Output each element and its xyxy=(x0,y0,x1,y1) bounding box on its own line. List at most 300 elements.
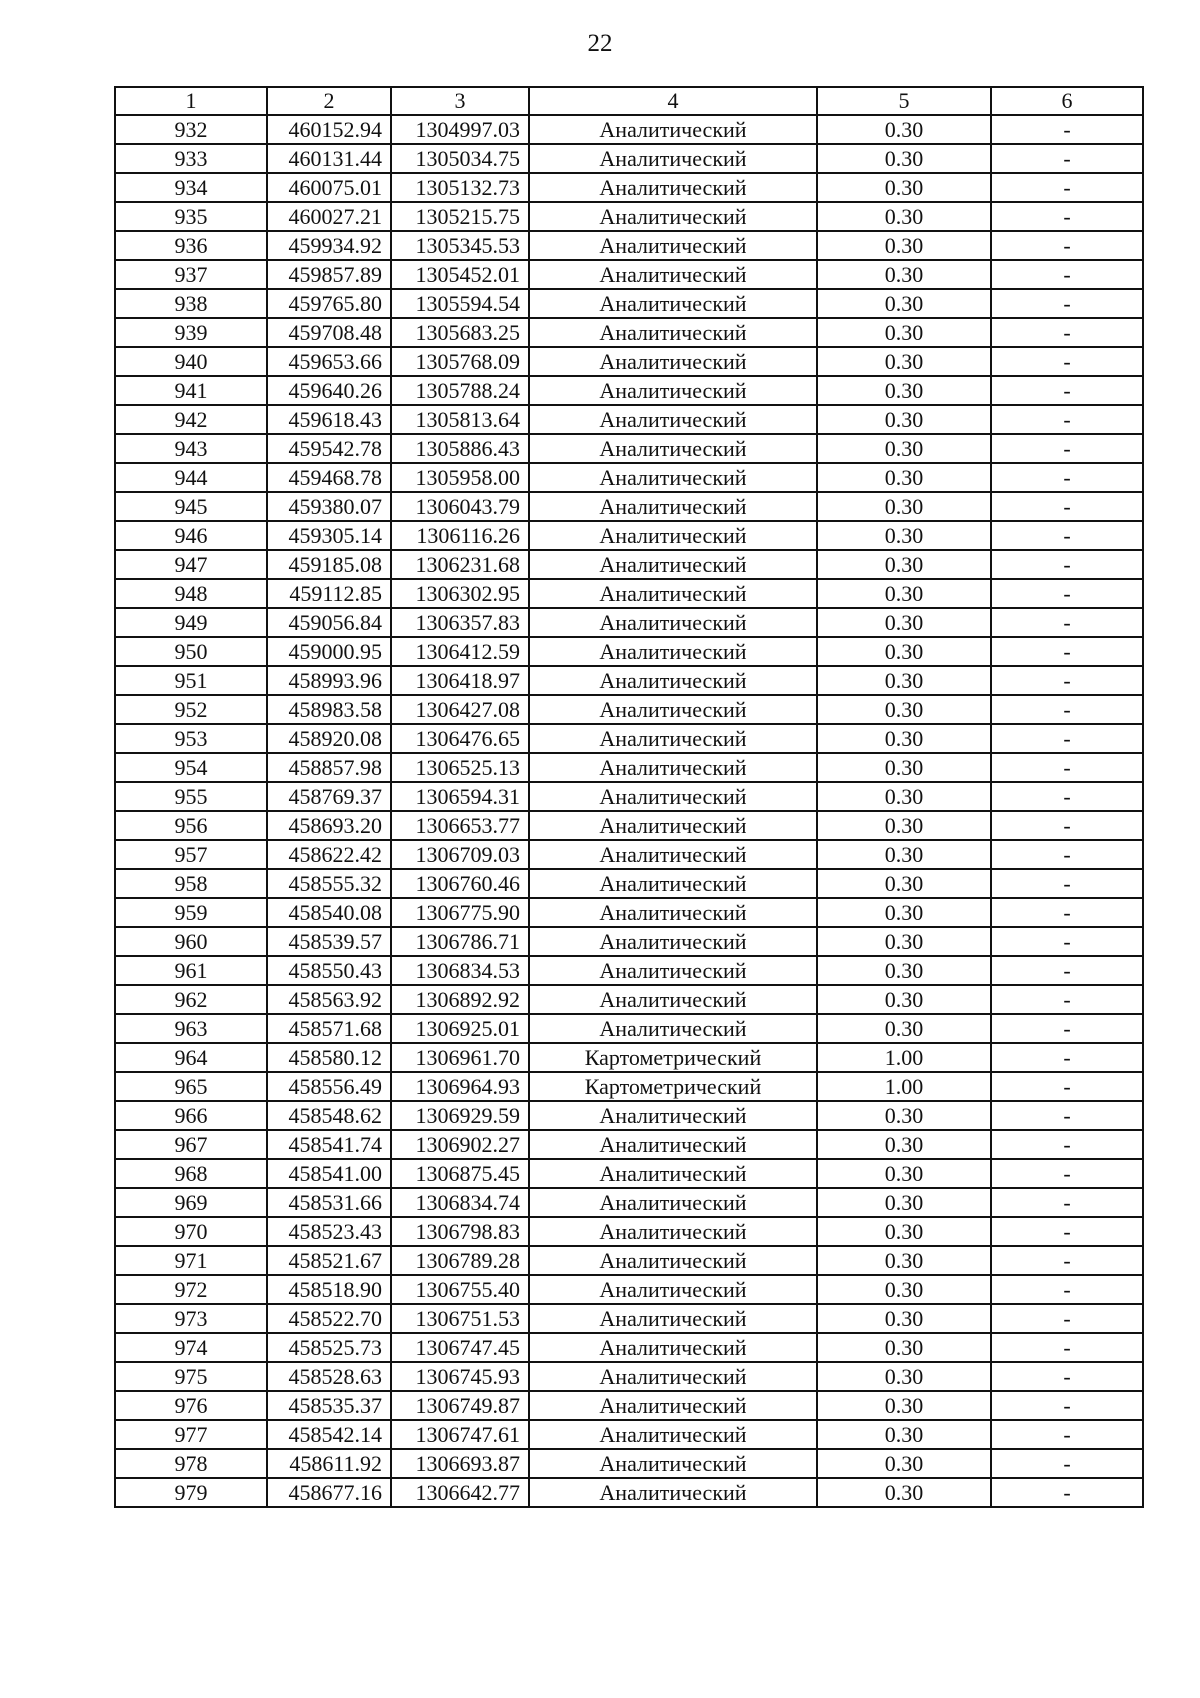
table-row xyxy=(115,898,1143,927)
point-number-cell: 974 xyxy=(115,1333,267,1362)
x-coordinate-cell: 459708.48 xyxy=(267,318,391,347)
point-number-cell: 947 xyxy=(115,550,267,579)
table-row xyxy=(115,289,1143,318)
accuracy-cell: 0.30 xyxy=(817,579,991,608)
note-cell: - xyxy=(991,579,1143,608)
x-coordinate-cell: 458539.57 xyxy=(267,927,391,956)
note-cell: - xyxy=(991,144,1143,173)
note-cell: - xyxy=(991,782,1143,811)
y-coordinate-cell: 1306834.74 xyxy=(391,1188,529,1217)
note-cell: - xyxy=(991,463,1143,492)
x-coordinate-cell: 458857.98 xyxy=(267,753,391,782)
table-row xyxy=(115,1304,1143,1333)
table-header-row xyxy=(115,87,1143,115)
method-cell: Аналитический xyxy=(529,231,817,260)
y-coordinate-cell: 1306302.95 xyxy=(391,579,529,608)
y-coordinate-cell: 1305215.75 xyxy=(391,202,529,231)
point-number-cell: 935 xyxy=(115,202,267,231)
point-number-cell: 954 xyxy=(115,753,267,782)
table-row xyxy=(115,637,1143,666)
accuracy-cell: 0.30 xyxy=(817,637,991,666)
y-coordinate-cell: 1306755.40 xyxy=(391,1275,529,1304)
method-cell: Аналитический xyxy=(529,898,817,927)
method-cell: Аналитический xyxy=(529,260,817,289)
accuracy-cell: 0.30 xyxy=(817,753,991,782)
table-row xyxy=(115,1188,1143,1217)
method-cell: Картометрический xyxy=(529,1043,817,1072)
x-coordinate-cell: 458622.42 xyxy=(267,840,391,869)
note-cell: - xyxy=(991,260,1143,289)
method-cell: Аналитический xyxy=(529,1130,817,1159)
x-coordinate-cell: 458580.12 xyxy=(267,1043,391,1072)
method-cell: Аналитический xyxy=(529,840,817,869)
method-cell: Аналитический xyxy=(529,347,817,376)
note-cell: - xyxy=(991,492,1143,521)
accuracy-cell: 0.30 xyxy=(817,1333,991,1362)
point-number-cell: 953 xyxy=(115,724,267,753)
x-coordinate-cell: 458540.08 xyxy=(267,898,391,927)
point-number-cell: 944 xyxy=(115,463,267,492)
point-number-cell: 972 xyxy=(115,1275,267,1304)
point-number-cell: 977 xyxy=(115,1420,267,1449)
point-number-cell: 960 xyxy=(115,927,267,956)
point-number-cell: 933 xyxy=(115,144,267,173)
accuracy-cell: 0.30 xyxy=(817,782,991,811)
y-coordinate-cell: 1306798.83 xyxy=(391,1217,529,1246)
point-number-cell: 940 xyxy=(115,347,267,376)
accuracy-cell: 0.30 xyxy=(817,289,991,318)
table-row xyxy=(115,579,1143,608)
table-row xyxy=(115,1043,1143,1072)
method-cell: Аналитический xyxy=(529,1478,817,1507)
method-cell: Аналитический xyxy=(529,956,817,985)
column-header: 3 xyxy=(391,87,529,115)
method-cell: Аналитический xyxy=(529,579,817,608)
point-number-cell: 968 xyxy=(115,1159,267,1188)
y-coordinate-cell: 1306043.79 xyxy=(391,492,529,521)
table-row xyxy=(115,1130,1143,1159)
method-cell: Аналитический xyxy=(529,1333,817,1362)
x-coordinate-cell: 459185.08 xyxy=(267,550,391,579)
method-cell: Аналитический xyxy=(529,1159,817,1188)
accuracy-cell: 0.30 xyxy=(817,144,991,173)
x-coordinate-cell: 458550.43 xyxy=(267,956,391,985)
table-row xyxy=(115,144,1143,173)
note-cell: - xyxy=(991,869,1143,898)
y-coordinate-cell: 1306749.87 xyxy=(391,1391,529,1420)
point-number-cell: 936 xyxy=(115,231,267,260)
accuracy-cell: 0.30 xyxy=(817,724,991,753)
y-coordinate-cell: 1306902.27 xyxy=(391,1130,529,1159)
note-cell: - xyxy=(991,202,1143,231)
table-row xyxy=(115,1246,1143,1275)
y-coordinate-cell: 1305958.00 xyxy=(391,463,529,492)
x-coordinate-cell: 458522.70 xyxy=(267,1304,391,1333)
x-coordinate-cell: 459112.85 xyxy=(267,579,391,608)
method-cell: Аналитический xyxy=(529,608,817,637)
method-cell: Аналитический xyxy=(529,1246,817,1275)
x-coordinate-cell: 458677.16 xyxy=(267,1478,391,1507)
x-coordinate-cell: 459000.95 xyxy=(267,637,391,666)
method-cell: Аналитический xyxy=(529,782,817,811)
method-cell: Картометрический xyxy=(529,1072,817,1101)
y-coordinate-cell: 1306427.08 xyxy=(391,695,529,724)
method-cell: Аналитический xyxy=(529,1188,817,1217)
method-cell: Аналитический xyxy=(529,1304,817,1333)
table-row xyxy=(115,521,1143,550)
table-row xyxy=(115,1159,1143,1188)
method-cell: Аналитический xyxy=(529,1275,817,1304)
note-cell: - xyxy=(991,1043,1143,1072)
table-row xyxy=(115,666,1143,695)
table-row xyxy=(115,1275,1143,1304)
method-cell: Аналитический xyxy=(529,1362,817,1391)
accuracy-cell: 0.30 xyxy=(817,260,991,289)
y-coordinate-cell: 1306525.13 xyxy=(391,753,529,782)
y-coordinate-cell: 1306760.46 xyxy=(391,869,529,898)
table-row xyxy=(115,724,1143,753)
method-cell: Аналитический xyxy=(529,1449,817,1478)
x-coordinate-cell: 458555.32 xyxy=(267,869,391,898)
accuracy-cell: 0.30 xyxy=(817,1101,991,1130)
accuracy-cell: 0.30 xyxy=(817,1014,991,1043)
table-body xyxy=(115,115,1143,1507)
note-cell: - xyxy=(991,608,1143,637)
method-cell: Аналитический xyxy=(529,318,817,347)
accuracy-cell: 0.30 xyxy=(817,898,991,927)
accuracy-cell: 1.00 xyxy=(817,1072,991,1101)
x-coordinate-cell: 458993.96 xyxy=(267,666,391,695)
y-coordinate-cell: 1306709.03 xyxy=(391,840,529,869)
y-coordinate-cell: 1305345.53 xyxy=(391,231,529,260)
method-cell: Аналитический xyxy=(529,434,817,463)
y-coordinate-cell: 1306929.59 xyxy=(391,1101,529,1130)
point-number-cell: 978 xyxy=(115,1449,267,1478)
note-cell: - xyxy=(991,1362,1143,1391)
method-cell: Аналитический xyxy=(529,492,817,521)
accuracy-cell: 0.30 xyxy=(817,985,991,1014)
y-coordinate-cell: 1306875.45 xyxy=(391,1159,529,1188)
table-row xyxy=(115,811,1143,840)
x-coordinate-cell: 459056.84 xyxy=(267,608,391,637)
method-cell: Аналитический xyxy=(529,1101,817,1130)
y-coordinate-cell: 1306775.90 xyxy=(391,898,529,927)
column-header: 2 xyxy=(267,87,391,115)
note-cell: - xyxy=(991,1275,1143,1304)
method-cell: Аналитический xyxy=(529,724,817,753)
y-coordinate-cell: 1306961.70 xyxy=(391,1043,529,1072)
accuracy-cell: 0.30 xyxy=(817,1304,991,1333)
note-cell: - xyxy=(991,1217,1143,1246)
x-coordinate-cell: 460027.21 xyxy=(267,202,391,231)
table-row xyxy=(115,173,1143,202)
y-coordinate-cell: 1306412.59 xyxy=(391,637,529,666)
point-number-cell: 937 xyxy=(115,260,267,289)
accuracy-cell: 0.30 xyxy=(817,376,991,405)
point-number-cell: 957 xyxy=(115,840,267,869)
method-cell: Аналитический xyxy=(529,637,817,666)
point-number-cell: 949 xyxy=(115,608,267,637)
note-cell: - xyxy=(991,1304,1143,1333)
point-number-cell: 975 xyxy=(115,1362,267,1391)
x-coordinate-cell: 459857.89 xyxy=(267,260,391,289)
method-cell: Аналитический xyxy=(529,550,817,579)
point-number-cell: 950 xyxy=(115,637,267,666)
table-row xyxy=(115,434,1143,463)
x-coordinate-cell: 458528.63 xyxy=(267,1362,391,1391)
accuracy-cell: 0.30 xyxy=(817,1420,991,1449)
accuracy-cell: 0.30 xyxy=(817,1246,991,1275)
table-row xyxy=(115,840,1143,869)
accuracy-cell: 0.30 xyxy=(817,1275,991,1304)
note-cell: - xyxy=(991,173,1143,202)
accuracy-cell: 0.30 xyxy=(817,405,991,434)
y-coordinate-cell: 1306745.93 xyxy=(391,1362,529,1391)
x-coordinate-cell: 458571.68 xyxy=(267,1014,391,1043)
accuracy-cell: 0.30 xyxy=(817,492,991,521)
y-coordinate-cell: 1305034.75 xyxy=(391,144,529,173)
note-cell: - xyxy=(991,1420,1143,1449)
page-number: 22 xyxy=(587,30,613,57)
note-cell: - xyxy=(991,1130,1143,1159)
method-cell: Аналитический xyxy=(529,115,817,144)
point-number-cell: 966 xyxy=(115,1101,267,1130)
point-number-cell: 939 xyxy=(115,318,267,347)
table-row xyxy=(115,753,1143,782)
y-coordinate-cell: 1306653.77 xyxy=(391,811,529,840)
accuracy-cell: 0.30 xyxy=(817,1478,991,1507)
accuracy-cell: 0.30 xyxy=(817,1362,991,1391)
y-coordinate-cell: 1306476.65 xyxy=(391,724,529,753)
point-number-cell: 959 xyxy=(115,898,267,927)
point-number-cell: 942 xyxy=(115,405,267,434)
note-cell: - xyxy=(991,956,1143,985)
point-number-cell: 962 xyxy=(115,985,267,1014)
y-coordinate-cell: 1305683.25 xyxy=(391,318,529,347)
accuracy-cell: 0.30 xyxy=(817,521,991,550)
accuracy-cell: 0.30 xyxy=(817,840,991,869)
column-header: 6 xyxy=(991,87,1143,115)
x-coordinate-cell: 458525.73 xyxy=(267,1333,391,1362)
y-coordinate-cell: 1306357.83 xyxy=(391,608,529,637)
note-cell: - xyxy=(991,985,1143,1014)
x-coordinate-cell: 459640.26 xyxy=(267,376,391,405)
method-cell: Аналитический xyxy=(529,753,817,782)
point-number-cell: 951 xyxy=(115,666,267,695)
y-coordinate-cell: 1306786.71 xyxy=(391,927,529,956)
table-row xyxy=(115,231,1143,260)
accuracy-cell: 0.30 xyxy=(817,869,991,898)
y-coordinate-cell: 1306834.53 xyxy=(391,956,529,985)
x-coordinate-cell: 459380.07 xyxy=(267,492,391,521)
note-cell: - xyxy=(991,927,1143,956)
method-cell: Аналитический xyxy=(529,1014,817,1043)
y-coordinate-cell: 1304997.03 xyxy=(391,115,529,144)
note-cell: - xyxy=(991,840,1143,869)
table-row xyxy=(115,1072,1143,1101)
point-number-cell: 969 xyxy=(115,1188,267,1217)
point-number-cell: 943 xyxy=(115,434,267,463)
table-row xyxy=(115,550,1143,579)
table-row xyxy=(115,347,1143,376)
x-coordinate-cell: 458542.14 xyxy=(267,1420,391,1449)
table-row xyxy=(115,115,1143,144)
note-cell: - xyxy=(991,1391,1143,1420)
accuracy-cell: 0.30 xyxy=(817,927,991,956)
x-coordinate-cell: 460075.01 xyxy=(267,173,391,202)
note-cell: - xyxy=(991,376,1143,405)
table-row xyxy=(115,1333,1143,1362)
y-coordinate-cell: 1306892.92 xyxy=(391,985,529,1014)
table-row xyxy=(115,463,1143,492)
table-row xyxy=(115,376,1143,405)
y-coordinate-cell: 1306418.97 xyxy=(391,666,529,695)
point-number-cell: 976 xyxy=(115,1391,267,1420)
accuracy-cell: 0.30 xyxy=(817,695,991,724)
method-cell: Аналитический xyxy=(529,521,817,550)
point-number-cell: 971 xyxy=(115,1246,267,1275)
note-cell: - xyxy=(991,318,1143,347)
x-coordinate-cell: 458518.90 xyxy=(267,1275,391,1304)
x-coordinate-cell: 458983.58 xyxy=(267,695,391,724)
x-coordinate-cell: 458521.67 xyxy=(267,1246,391,1275)
accuracy-cell: 0.30 xyxy=(817,1159,991,1188)
x-coordinate-cell: 459468.78 xyxy=(267,463,391,492)
y-coordinate-cell: 1306751.53 xyxy=(391,1304,529,1333)
accuracy-cell: 0.30 xyxy=(817,550,991,579)
y-coordinate-cell: 1306925.01 xyxy=(391,1014,529,1043)
note-cell: - xyxy=(991,1072,1143,1101)
note-cell: - xyxy=(991,666,1143,695)
accuracy-cell: 0.30 xyxy=(817,1130,991,1159)
point-number-cell: 970 xyxy=(115,1217,267,1246)
method-cell: Аналитический xyxy=(529,202,817,231)
table-row xyxy=(115,608,1143,637)
column-header: 5 xyxy=(817,87,991,115)
point-number-cell: 948 xyxy=(115,579,267,608)
point-number-cell: 932 xyxy=(115,115,267,144)
method-cell: Аналитический xyxy=(529,405,817,434)
accuracy-cell: 0.30 xyxy=(817,202,991,231)
note-cell: - xyxy=(991,115,1143,144)
method-cell: Аналитический xyxy=(529,695,817,724)
x-coordinate-cell: 459305.14 xyxy=(267,521,391,550)
note-cell: - xyxy=(991,434,1143,463)
method-cell: Аналитический xyxy=(529,463,817,492)
x-coordinate-cell: 459618.43 xyxy=(267,405,391,434)
y-coordinate-cell: 1305594.54 xyxy=(391,289,529,318)
accuracy-cell: 0.30 xyxy=(817,956,991,985)
point-number-cell: 967 xyxy=(115,1130,267,1159)
method-cell: Аналитический xyxy=(529,869,817,898)
table-row xyxy=(115,1014,1143,1043)
table-row xyxy=(115,260,1143,289)
y-coordinate-cell: 1305813.64 xyxy=(391,405,529,434)
note-cell: - xyxy=(991,1333,1143,1362)
method-cell: Аналитический xyxy=(529,666,817,695)
note-cell: - xyxy=(991,1478,1143,1507)
point-number-cell: 946 xyxy=(115,521,267,550)
x-coordinate-cell: 458769.37 xyxy=(267,782,391,811)
point-number-cell: 973 xyxy=(115,1304,267,1333)
accuracy-cell: 0.30 xyxy=(817,666,991,695)
note-cell: - xyxy=(991,811,1143,840)
accuracy-cell: 0.30 xyxy=(817,463,991,492)
point-number-cell: 952 xyxy=(115,695,267,724)
accuracy-cell: 0.30 xyxy=(817,231,991,260)
note-cell: - xyxy=(991,695,1143,724)
point-number-cell: 965 xyxy=(115,1072,267,1101)
method-cell: Аналитический xyxy=(529,811,817,840)
y-coordinate-cell: 1306693.87 xyxy=(391,1449,529,1478)
x-coordinate-cell: 458523.43 xyxy=(267,1217,391,1246)
method-cell: Аналитический xyxy=(529,927,817,956)
note-cell: - xyxy=(991,1246,1143,1275)
note-cell: - xyxy=(991,1449,1143,1478)
point-number-cell: 955 xyxy=(115,782,267,811)
x-coordinate-cell: 460152.94 xyxy=(267,115,391,144)
table-row xyxy=(115,782,1143,811)
y-coordinate-cell: 1306747.45 xyxy=(391,1333,529,1362)
note-cell: - xyxy=(991,898,1143,927)
note-cell: - xyxy=(991,1014,1143,1043)
y-coordinate-cell: 1306642.77 xyxy=(391,1478,529,1507)
table-row xyxy=(115,405,1143,434)
method-cell: Аналитический xyxy=(529,289,817,318)
note-cell: - xyxy=(991,637,1143,666)
method-cell: Аналитический xyxy=(529,1217,817,1246)
accuracy-cell: 0.30 xyxy=(817,811,991,840)
accuracy-cell: 0.30 xyxy=(817,1188,991,1217)
x-coordinate-cell: 459934.92 xyxy=(267,231,391,260)
note-cell: - xyxy=(991,1188,1143,1217)
x-coordinate-cell: 459765.80 xyxy=(267,289,391,318)
x-coordinate-cell: 458531.66 xyxy=(267,1188,391,1217)
note-cell: - xyxy=(991,289,1143,318)
note-cell: - xyxy=(991,550,1143,579)
method-cell: Аналитический xyxy=(529,173,817,202)
note-cell: - xyxy=(991,1159,1143,1188)
column-header: 1 xyxy=(115,87,267,115)
x-coordinate-cell: 458920.08 xyxy=(267,724,391,753)
table-row xyxy=(115,1362,1143,1391)
table-row xyxy=(115,202,1143,231)
x-coordinate-cell: 458693.20 xyxy=(267,811,391,840)
method-cell: Аналитический xyxy=(529,144,817,173)
y-coordinate-cell: 1306594.31 xyxy=(391,782,529,811)
table-row xyxy=(115,1478,1143,1507)
x-coordinate-cell: 458611.92 xyxy=(267,1449,391,1478)
accuracy-cell: 0.30 xyxy=(817,608,991,637)
method-cell: Аналитический xyxy=(529,376,817,405)
y-coordinate-cell: 1305886.43 xyxy=(391,434,529,463)
column-header: 4 xyxy=(529,87,817,115)
accuracy-cell: 0.30 xyxy=(817,1449,991,1478)
x-coordinate-cell: 458535.37 xyxy=(267,1391,391,1420)
y-coordinate-cell: 1306964.93 xyxy=(391,1072,529,1101)
x-coordinate-cell: 458556.49 xyxy=(267,1072,391,1101)
x-coordinate-cell: 459653.66 xyxy=(267,347,391,376)
x-coordinate-cell: 458541.74 xyxy=(267,1130,391,1159)
x-coordinate-cell: 460131.44 xyxy=(267,144,391,173)
point-number-cell: 958 xyxy=(115,869,267,898)
accuracy-cell: 0.30 xyxy=(817,347,991,376)
table-row xyxy=(115,985,1143,1014)
note-cell: - xyxy=(991,724,1143,753)
table-row xyxy=(115,492,1143,521)
coordinates-table xyxy=(114,86,1144,1508)
method-cell: Аналитический xyxy=(529,1391,817,1420)
